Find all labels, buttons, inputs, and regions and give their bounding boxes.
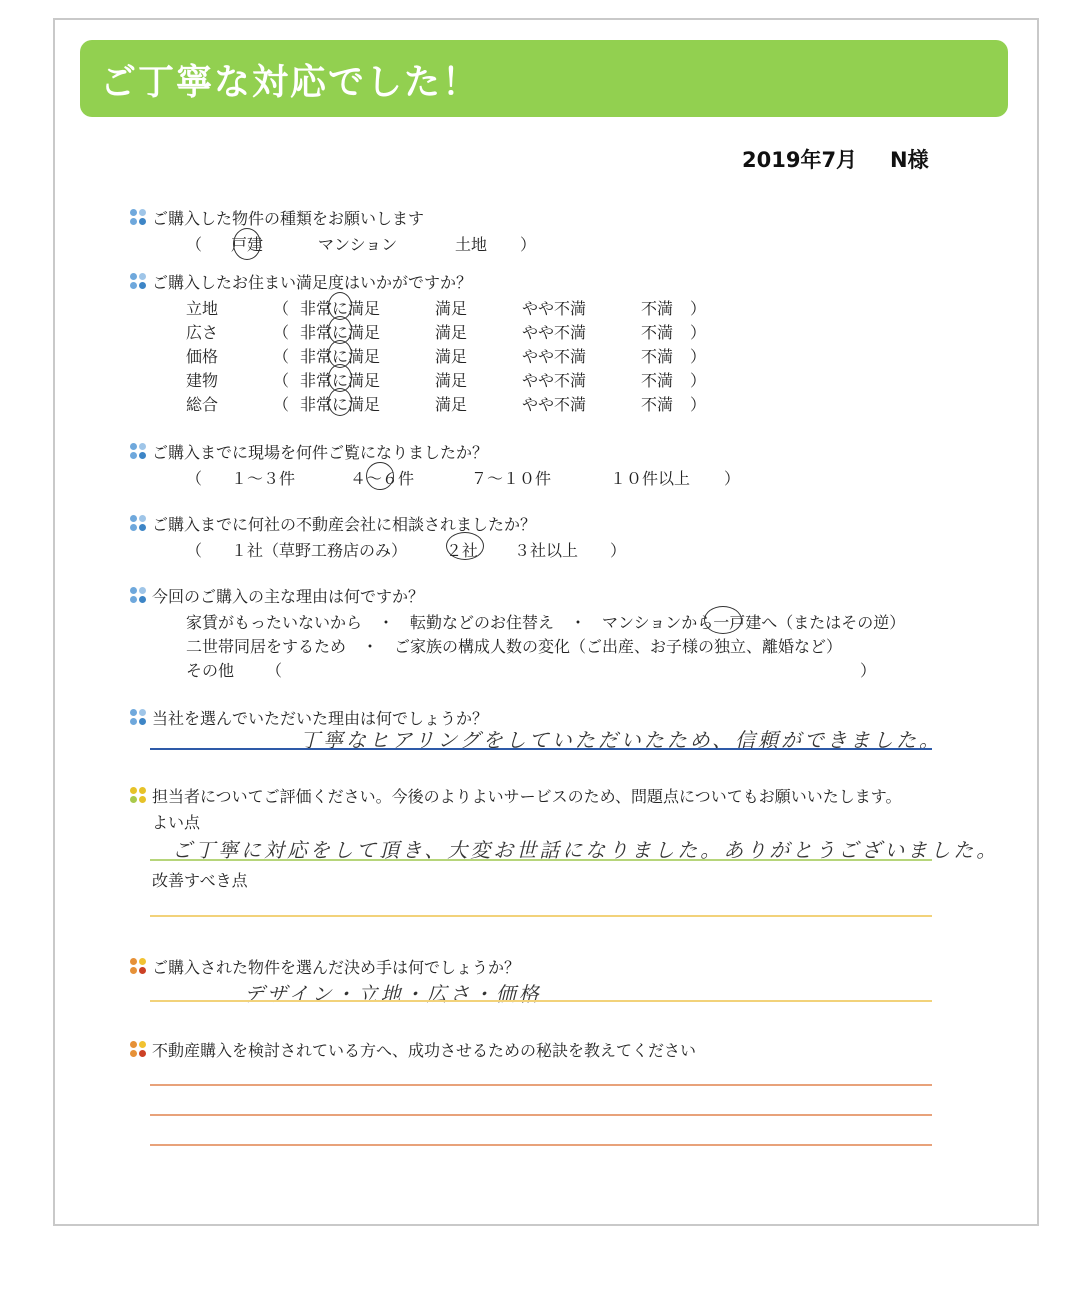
survey-date: 2019年7月 — [742, 148, 858, 172]
answer-line — [150, 1144, 932, 1146]
four-dots-icon — [130, 273, 148, 291]
title-bar — [80, 40, 1008, 117]
selected-circle-mark — [328, 388, 352, 416]
reason-options-line1: 家賃がもったいないから ・ 転勤などのお住替え ・ マンションから一戸建へ（またはその逆） — [186, 613, 906, 632]
option-7-10: ７～１０件 — [471, 469, 552, 488]
option-1-company: １社（草野工務店のみ） — [231, 541, 408, 560]
question-viewings: ご購入までに現場を何件ご覧になりましたか？ — [130, 440, 488, 463]
answer-line — [150, 1114, 932, 1116]
option-4-6: ４～６件 — [350, 469, 415, 488]
question-satisfaction: ご購入したお住まい満足度はいかがですか？ — [130, 270, 472, 293]
option-land: 土地 — [455, 235, 488, 254]
four-dots-icon — [130, 443, 148, 461]
option-10-plus: １０件以上 — [610, 469, 691, 488]
question-agencies: ご購入までに何社の不動産会社に相談されましたか？ — [130, 512, 536, 535]
page-title: ご丁寧な対応でした！ — [100, 62, 481, 103]
option-3-plus: ３社以上 — [514, 541, 579, 560]
option-2-companies: ２社 — [446, 541, 479, 560]
four-dots-icon — [130, 787, 148, 805]
reason-options-line2: 二世帯同居をするため ・ ご家族の構成人数の変化（ご出産、お子様の独立、離婚など） — [186, 637, 843, 656]
selected-circle-mark — [231, 228, 264, 260]
good-points-label: よい点 — [152, 813, 201, 832]
answer-line — [150, 748, 932, 750]
improve-points-label: 改善すべき点 — [152, 871, 248, 890]
question-advice: 不動産購入を検討されている方へ、成功させるための秘訣を教えてください — [130, 1038, 696, 1061]
option-mansion: マンション — [318, 235, 398, 254]
answer-line — [150, 1084, 932, 1086]
question-deciding-factor: ご購入された物件を選んだ決め手は何でしょうか？ — [130, 955, 520, 978]
question-property-type: ご購入した物件の種類をお願いします — [130, 206, 424, 229]
four-dots-icon — [130, 709, 148, 727]
reason-other-label: その他 — [186, 661, 235, 680]
four-dots-icon — [130, 515, 148, 533]
question-why-us: 当社を選んでいただいた理由は何でしょうか？ — [130, 706, 488, 729]
answer-line — [150, 859, 932, 861]
four-dots-icon — [130, 587, 148, 605]
four-dots-icon — [130, 209, 148, 227]
selected-circle-mark — [366, 462, 394, 490]
paren-close: ） — [520, 235, 537, 254]
option-detached-house: 戸建 — [231, 235, 264, 254]
paren-open: （ — [186, 235, 203, 254]
customer-name: N様 — [890, 148, 929, 172]
option-1-3: １～３件 — [231, 469, 296, 488]
answer-line — [150, 915, 932, 917]
handwritten-answer: ご丁寧に対応をして頂き、大変お世話になりました。ありがとうございました。 — [172, 838, 1000, 862]
selected-circle-mark — [704, 606, 742, 634]
question-staff-rating: 担当者についてご評価ください。今後のよりよいサービスのため、問題点についてもお願いいたします。 — [130, 784, 901, 807]
selected-circle-mark — [446, 532, 484, 560]
handwritten-answer: 丁寧なヒアリングをしていただいたため、信頼ができました。 — [300, 728, 942, 752]
four-dots-icon — [130, 958, 148, 976]
four-dots-icon — [130, 1041, 148, 1059]
question-reason: 今回のご購入の主な理由は何ですか？ — [130, 584, 424, 607]
handwritten-answer: デザイン・立地・広さ・価格 — [244, 982, 542, 1006]
answer-line — [150, 1000, 932, 1002]
